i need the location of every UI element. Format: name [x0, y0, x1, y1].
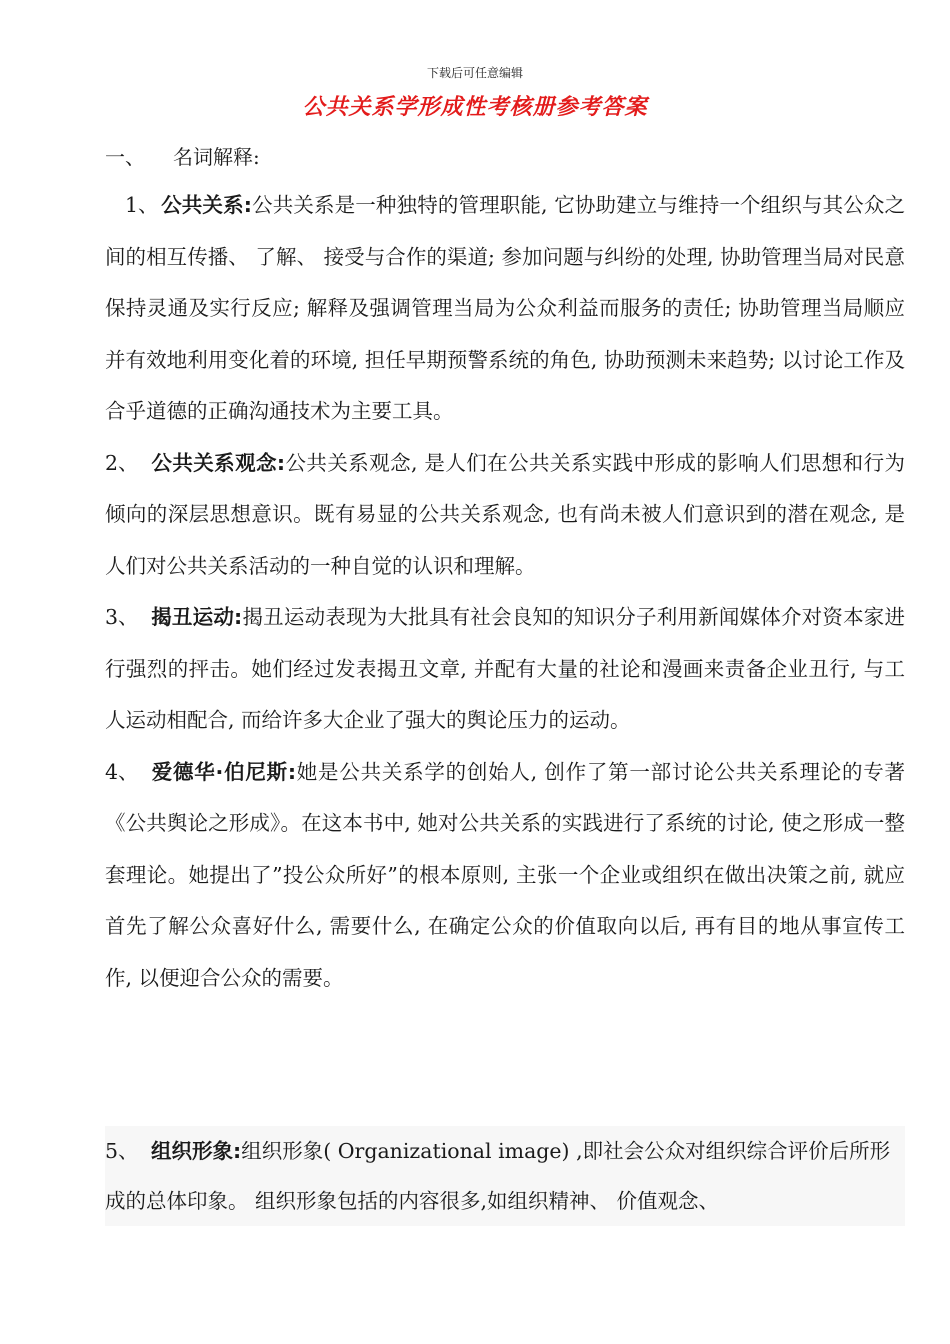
entry-text: 公共关系观念, 是人们在公共关系实践中形成的影响人们思想和行为倾向的深层思想意识。既有易显的公共关系观念, 也有尚未被人们意识到的潜在观念, 是人们对公共关系活动的一种自觉的认识和理解。	[105, 450, 906, 578]
entry-5	[105, 1126, 905, 1226]
entry-number: 4、	[105, 759, 139, 784]
entry-number: 1、	[125, 193, 159, 217]
entry-term: 组织形象:	[151, 1139, 242, 1163]
entry-1	[105, 180, 905, 438]
entry-term: 爱德华·伯尼斯:	[151, 759, 297, 784]
entry-term: 公共关系:	[161, 193, 252, 217]
document-title: 公共关系学形成性考核册参考答案	[302, 94, 648, 120]
entry-3	[105, 592, 905, 747]
entry-4	[105, 747, 905, 1005]
entry-number: 3、	[105, 605, 139, 629]
entry-text: 组织形象( Organizational image) ,即社会公众对组织综合评价后所形成的总体印象。 组织形象包括的内容很多,如组织精神、 价值观念、	[105, 1139, 891, 1213]
entry-list	[105, 180, 905, 1004]
header-note: 下载后可任意编辑	[426, 66, 523, 80]
entry-term: 揭丑运动:	[151, 605, 243, 629]
entry-text: 公共关系是一种独特的管理职能, 它协助建立与维持一个组织与其公众之间的相互传播、 了解、 接受与合作的渠道; 参加问题与纠纷的处理, 协助管理当局对民意保持灵通及实行反应; 解释及强调管理当局为公众利益而服务的责任; 协助管理当局顺应并有效地利用变化着的环境, 担任早期预警系统的角色, 协助预测未来趋势; 以讨论工作及合乎道德的正确沟通技术为主要工具。	[105, 193, 906, 423]
entry-2	[105, 438, 905, 593]
entry-text: 揭丑运动表现为大批具有社会良知的知识分子利用新闻媒体介对资本家进行强烈的抨击。她们经过发表揭丑文章, 并配有大量的社论和漫画来责备企业丑行, 与工人运动相配合, 而给许多大企业了强大的舆论压力的运动。	[105, 605, 906, 732]
entry-number: 5、	[105, 1139, 139, 1163]
section-number: 一、	[105, 145, 145, 169]
section-label: 名词解释:	[173, 145, 260, 169]
section-heading	[105, 141, 260, 170]
entry-term: 公共关系观念:	[151, 450, 286, 475]
entry-text: 她是公共关系学的创始人, 创作了第一部讨论公共关系理论的专著《公共舆论之形成》。在这本书中, 她对公共关系的实践进行了系统的讨论, 使之形成一整套理论。她提出了”投公众所好”的根本原则, 主张一个企业或组织在做出决策之前, 就应首先了解公众喜好什么, 需要什么, 在确定公众的价值取向以后, 再有目的地从事宣传工作, 以便迎合公众的需要。	[105, 759, 905, 990]
entry-number: 2、	[105, 450, 139, 475]
